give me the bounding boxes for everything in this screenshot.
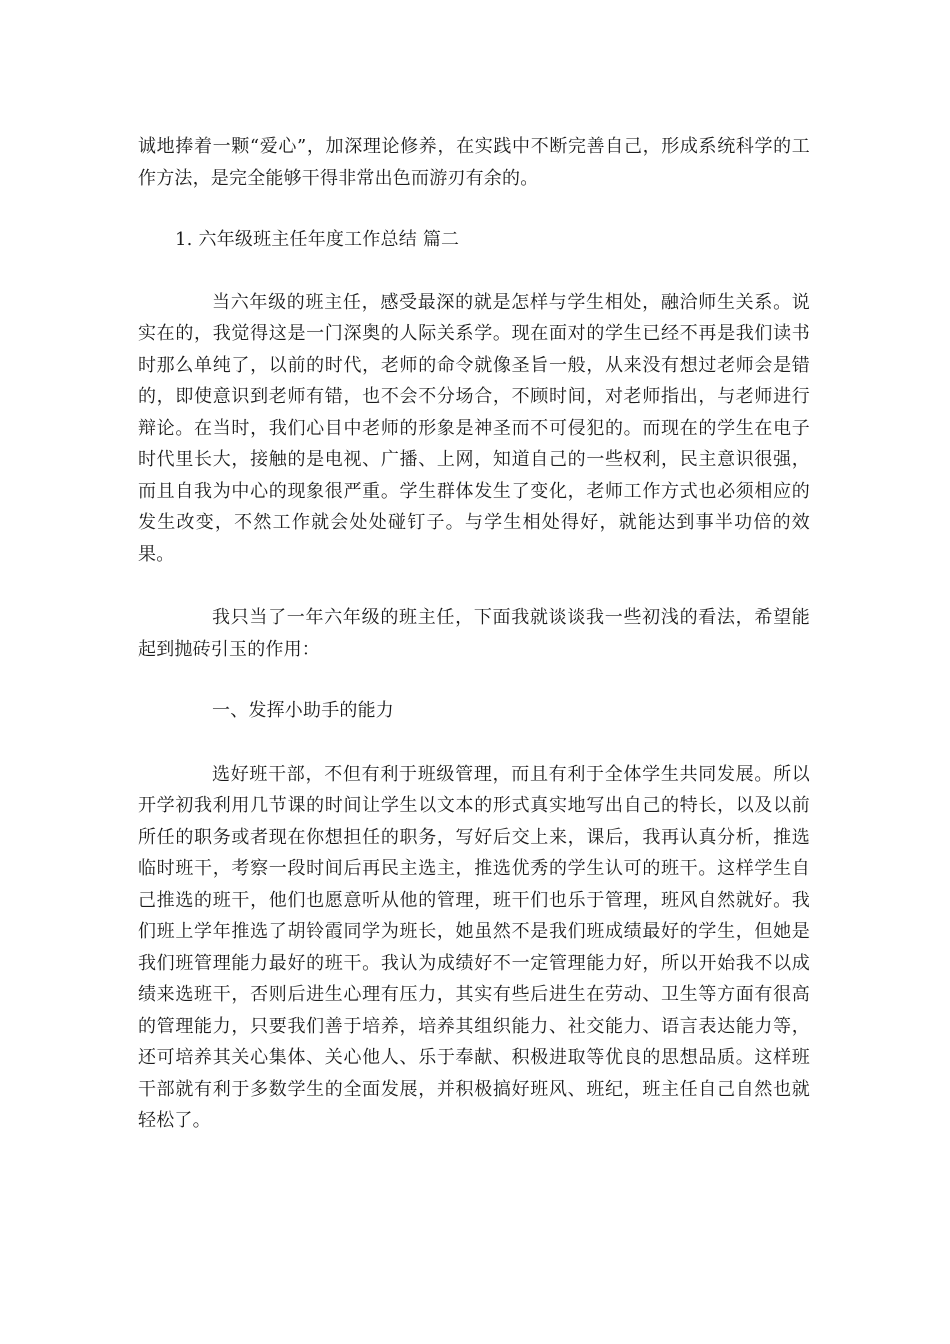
paragraph-introduction: 我只当了一年六年级的班主任，下面我就谈谈我一些初浅的看法，希望能起到抛砖引玉的作用：	[138, 607, 810, 660]
section-title: 1. 六年级班主任年度工作总结 篇二	[175, 229, 460, 250]
paragraph-class-cadre: 选好班干部，不但有利于班级管理，而且有利于全体学生共同发展。所以开学初我利用几节课的时间让学生以文本的形式真实地写出自己的特长，以及以前所任的职务或者现在你想担任的职务，写好后交上来，课后，我再认真分析，推选临时班干，考察一段时间后再民主选主，推选优秀的学生认可的班干。这样学生自己推选的班干，他们也愿意听从他的管理，班干们也乐于管理，班风自然就好。我们班上学年推选了胡铃霞同学为班长，她虽然不是我们班成绩最好的学生，但她是我们班管理能力最好的班干。我认为成绩好不一定管理能力好，所以开始我不以成绩来选班干，否则后进生心理有压力，其实有些后进生在劳动、卫生等方面有很高的管理能力，只要我们善于培养，培养其组织能力、社交能力、语言表达能力等，还可培养其关心集体、关心他人、乐于奉献、积极进取等优良的思想品质。这样班干部就有利于多数学生的全面发展，并积极搞好班风、班纪，班主任自己自然也就轻松了。	[138, 763, 810, 1131]
document-page	[138, 131, 810, 1137]
subheading-helpers: 一、发挥小助手的能力	[212, 700, 394, 721]
paragraph-continuation: 诚地捧着一颗“爱心”，加深理论修养，在实践中不断完善自己，形成系统科学的工作方法，是完全能够干得非常出色而游刃有余的。	[138, 136, 810, 189]
paragraph-teacher-student-relationship: 当六年级的班主任，感受最深的就是怎样与学生相处，融洽师生关系。说实在的，我觉得这是一门深奥的人际关系学。现在面对的学生已经不再是我们读书时那么单纯了，以前的时代，老师的命令就像圣旨一般，从来没有想过老师会是错的，即使意识到老师有错，也不会不分场合，不顾时间，对老师指出，与老师进行辩论。在当时，我们心目中老师的形象是神圣而不可侵犯的。而现在的学生在电子时代里长大，接触的是电视、广播、上网，知道自己的一些权利，民主意识很强，而且自我为中心的现象很严重。学生群体发生了变化，老师工作方式也必须相应的发生改变，不然工作就会处处碰钉子。与学生相处得好，就能达到事半功倍的效果。	[138, 291, 810, 565]
